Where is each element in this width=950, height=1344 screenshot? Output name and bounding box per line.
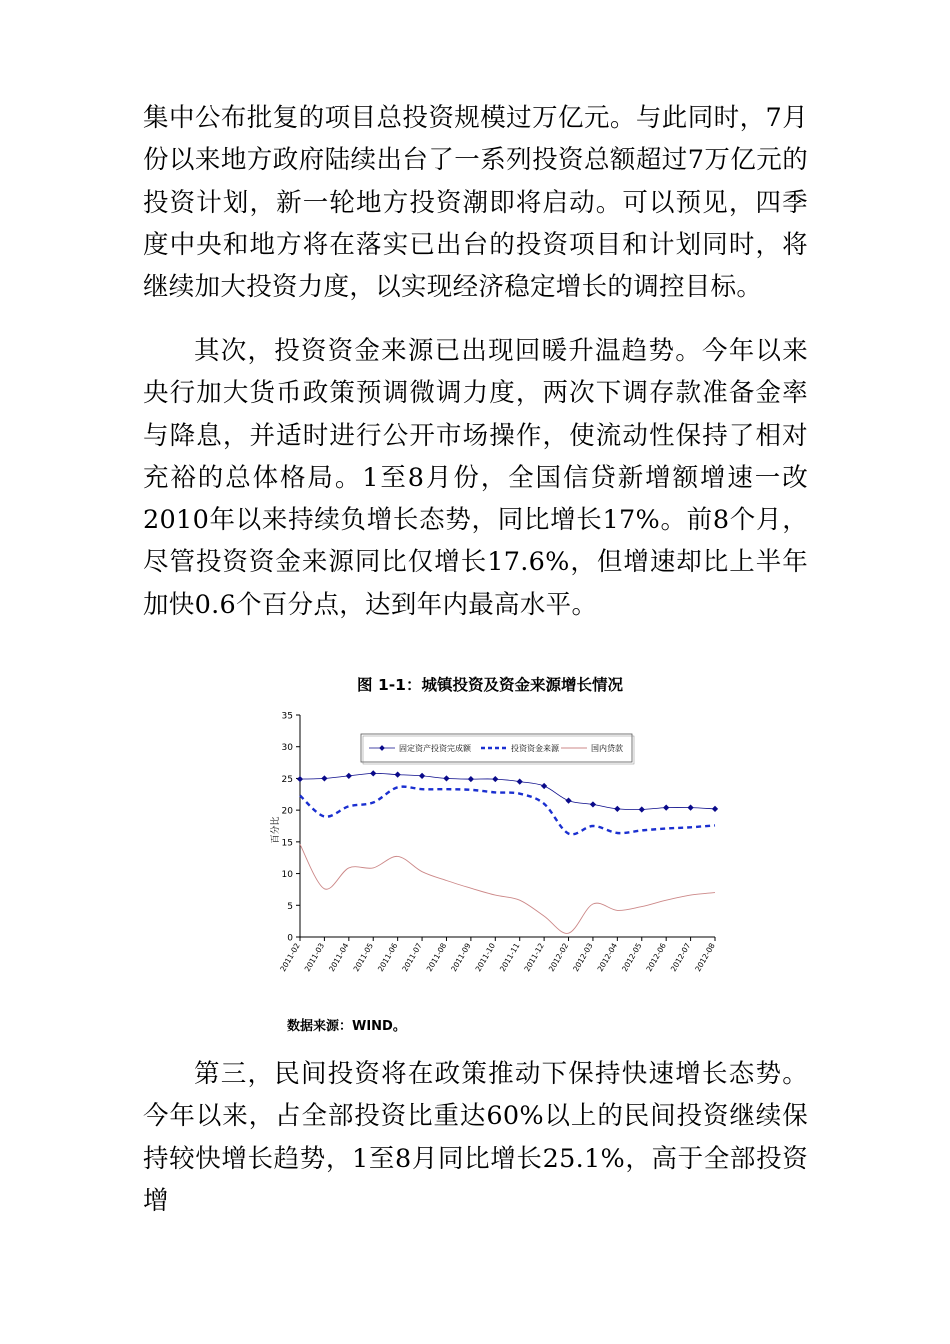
- x-tick-label: 2012-02: [546, 941, 571, 974]
- data-point: [297, 776, 303, 782]
- data-point: [468, 776, 474, 782]
- x-tick-label: 2012-07: [668, 941, 693, 974]
- legend-label-3: 国内贷款: [591, 744, 623, 753]
- y-tick-label: 30: [281, 743, 293, 754]
- x-tick-label: 2011-03: [302, 941, 327, 974]
- x-tick-label: 2011-02: [278, 941, 302, 974]
- y-tick-label: 10: [281, 870, 293, 881]
- data-point: [590, 801, 596, 807]
- data-point: [663, 804, 669, 810]
- x-tick-label: 2011-09: [449, 941, 473, 974]
- data-point: [517, 778, 523, 784]
- paragraph-2: 其次，投资资金来源已出现回暖升温趋势。今年以来央行加大货币政策预调微调力度，两次下调存款准备金率与降息，并适时进行公开市场操作，使流动性保持了相对充裕的总体格局。1至8月份，全国信贷新增额增速一改2010年以来持续负增长态势，同比增长17%。前8个月，尽管投资资金来源同比仅增长17.6%，但增速却比上半年加快0.6个百分点，达到年内最高水平。: [143, 336, 808, 620]
- data-point: [541, 783, 547, 789]
- y-tick-label: 35: [281, 711, 293, 722]
- data-point: [565, 798, 571, 804]
- x-tick-label: 2011-12: [522, 941, 546, 974]
- x-tick-label: 2011-06: [375, 941, 400, 974]
- x-tick-label: 2012-06: [644, 941, 668, 974]
- x-tick-label: 2012-03: [571, 941, 595, 974]
- x-tick-label: 2011-11: [497, 941, 522, 974]
- x-tick-label: 2011-07: [400, 941, 424, 974]
- line-chart: [265, 700, 725, 1000]
- y-tick-label: 25: [281, 774, 293, 785]
- series-line-2: [300, 787, 715, 835]
- data-point: [419, 773, 425, 779]
- data-point: [370, 770, 376, 776]
- y-tick-label: 15: [281, 838, 293, 849]
- data-point: [639, 806, 645, 812]
- data-point: [614, 806, 620, 812]
- x-tick-label: 2012-08: [693, 941, 717, 974]
- paragraph-3: 第三，民间投资将在政策推动下保持快速增长态势。今年以来，占全部投资比重达60%以上的民间投资继续保持较快增长趋势，1至8月同比增长25.1%，高于全部投资增: [143, 1059, 808, 1216]
- chart-legend: [361, 734, 634, 764]
- y-tick-label: 5: [287, 901, 293, 912]
- paragraph-1: 集中公布批复的项目总投资规模过万亿元。与此同时，7月份以来地方政府陆续出台了一系列投资总额超过7万亿元的投资计划，新一轮地方投资潮即将启动。可以预见，四季度中央和地方将在落实已出台的投资项目和计划同时，将继续加大投资力度，以实现经济稳定增长的调控目标。: [143, 103, 808, 303]
- data-point: [395, 772, 401, 778]
- y-axis-label: 百分比: [271, 816, 281, 844]
- y-tick-label: 0: [287, 933, 293, 944]
- figure-title: 图 1-1：城镇投资及资金来源增长情况: [357, 676, 623, 694]
- chart-series: [297, 770, 718, 933]
- data-point: [712, 806, 718, 812]
- data-point: [492, 776, 498, 782]
- legend-label-2: 投资资金来源: [511, 744, 559, 753]
- x-tick-label: 2011-04: [327, 941, 351, 974]
- legend-label-1: 固定资产投资完成额: [399, 744, 471, 753]
- series-line-3: [300, 844, 715, 933]
- x-tick-label: 2011-08: [424, 941, 449, 974]
- x-tick-label: 2012-04: [595, 941, 620, 974]
- data-point: [443, 775, 449, 781]
- x-tick-label: 2011-05: [351, 941, 375, 974]
- y-tick-label: 20: [281, 806, 293, 817]
- figure-source: 数据来源：WIND。: [287, 1019, 406, 1034]
- data-point: [687, 804, 693, 810]
- data-point: [346, 773, 352, 779]
- x-tick-label: 2012-05: [620, 941, 644, 974]
- x-tick-label: 2011-10: [473, 941, 498, 974]
- data-point: [321, 775, 327, 781]
